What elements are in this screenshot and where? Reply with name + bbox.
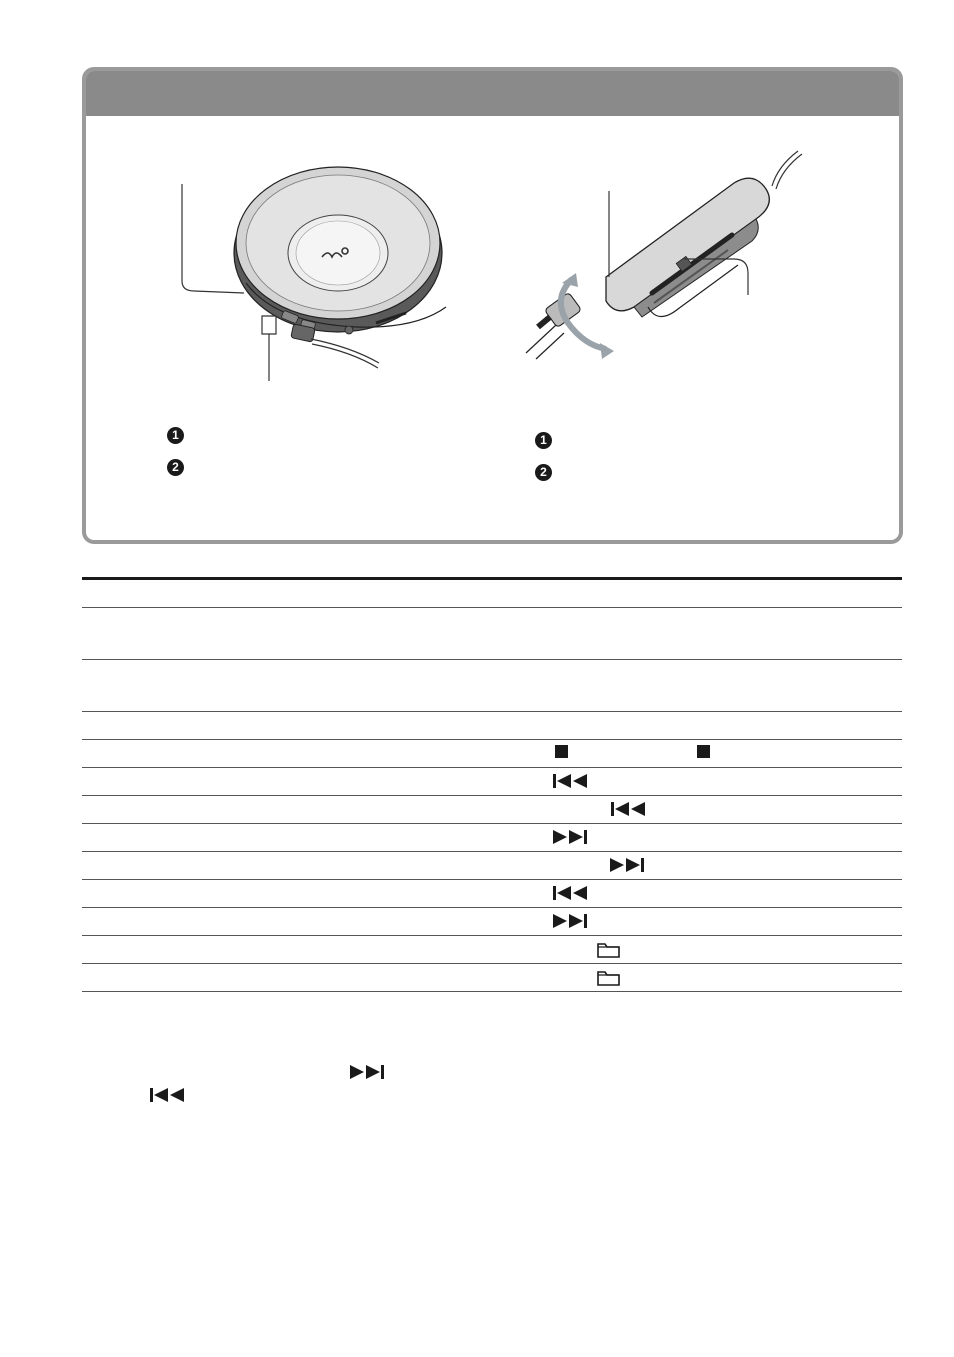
table-row-rule bbox=[82, 963, 902, 964]
table-row-rule bbox=[82, 851, 902, 852]
next-icon bbox=[350, 1065, 386, 1079]
folder-icon bbox=[597, 969, 621, 987]
table-row-rule bbox=[82, 823, 902, 824]
table-row-rule bbox=[82, 795, 902, 796]
table-row-rule bbox=[82, 879, 902, 880]
remote-illustration bbox=[526, 151, 802, 359]
stop-icon bbox=[697, 745, 711, 759]
step-1-badge: 1 bbox=[535, 432, 552, 449]
table-row-rule bbox=[82, 739, 902, 740]
folder-icon bbox=[597, 941, 621, 959]
next-icon bbox=[610, 858, 646, 872]
illustrations bbox=[86, 71, 899, 540]
previous-icon bbox=[611, 802, 647, 816]
step-2-badge: 2 bbox=[167, 459, 184, 476]
previous-icon bbox=[553, 774, 589, 788]
table-row-rule bbox=[82, 607, 902, 608]
table-row-rule bbox=[82, 767, 902, 768]
next-icon bbox=[553, 914, 589, 928]
table-row-rule bbox=[82, 935, 902, 936]
table-row-rule bbox=[82, 907, 902, 908]
next-icon bbox=[553, 830, 589, 844]
illustration-panel bbox=[82, 67, 903, 544]
cd-player-illustration bbox=[182, 167, 446, 381]
table-row-rule bbox=[82, 711, 902, 712]
stop-icon bbox=[555, 745, 569, 759]
previous-icon bbox=[553, 886, 589, 900]
previous-icon bbox=[150, 1088, 186, 1102]
step-2-badge: 2 bbox=[535, 464, 552, 481]
table-row-rule bbox=[82, 659, 902, 660]
table-top-rule bbox=[82, 577, 902, 580]
step-1-badge: 1 bbox=[167, 427, 184, 444]
table-bottom-rule bbox=[82, 991, 902, 992]
